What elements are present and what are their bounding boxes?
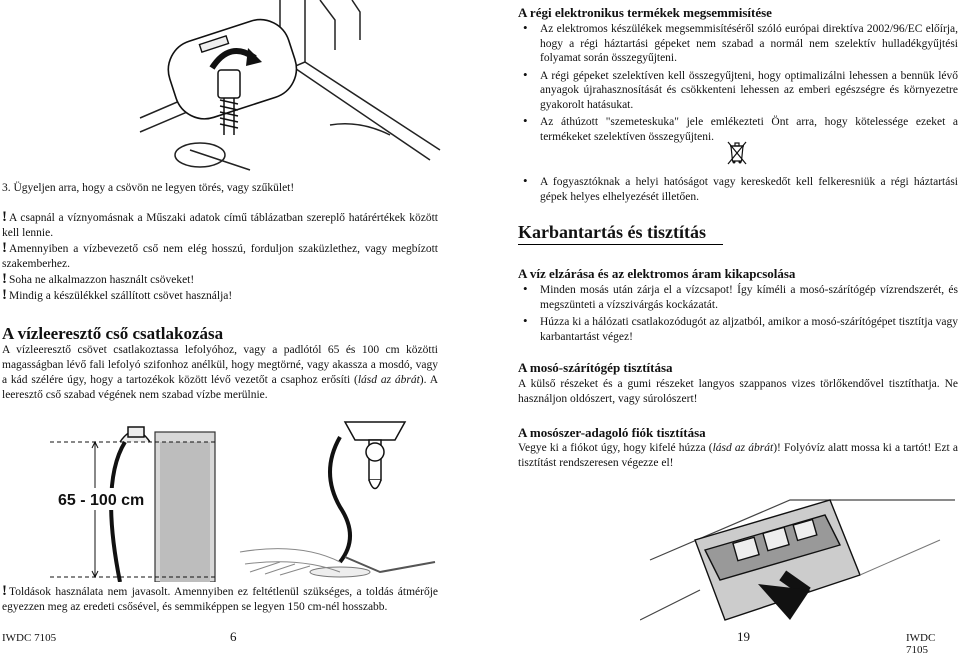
exclamation-icon: ! [2,287,7,303]
exclamation-icon: ! [2,209,7,225]
drawer-title: A mosószer-adagoló fiók tisztítása [518,425,706,440]
shutoff-list [518,283,958,347]
exclamation-icon: ! [2,240,7,256]
disposal-item: • A régi gépeket szelektíven kell összegyűjteni, hogy optimalizálni lehessen a bennük lévő anyagok újrahasznosítását és csökkenteni lehessen az emberi egészségre és környezetre gyakorolt hatásukat. [518,69,958,113]
disposal-item: • Az elektromos készülékek megsemmisítéséről szóló európai direktíva 2002/96/EC előírja, hogy a régi háztartási gépeket nem szabad a normál nem szelektív hulladékgyűjtési folyamat során összegyűjteni. [518,22,958,66]
drain-title: A vízleeresztő cső csatlakozása [2,324,224,343]
page-number-left: 6 [230,629,237,644]
detergent-drawer-illustration [640,480,960,630]
extension-note: ! Toldások használata nem javasolt. Amennyiben ez feltétlenül szükséges, a toldás átmérője egyezzen meg az eredeti csősével, és semmiképpen se legyen 150 cm-nél hosszabb. [2,583,438,613]
exclamation-icon: ! [2,583,7,599]
disposal-title: A régi elektronikus termékek megsemmisítése [518,5,772,20]
cleaning-text: A külső részeket és a gumi részeket langyos szappanos vizes törlőkendővel tisztíthatja. Ne használjon oldószert, vagy súrolószert! [518,378,958,405]
drain-text: A vízleeresztő csövet csatlakoztassa lefolyóhoz, vagy a padlótól 65 és 100 cm közötti magasságban lévő fali lefolyó szifonhoz anélkül, hogy megtörné, vagy akassza a mosdó, vagy a kád szélére úgy, hogy a tartozékok között lévő vezetőt a csaphoz erősíti (lásd az ábrát). A leeresztő cső szabad végének nem szabad vízbe merülnie. [2,344,438,401]
warning-item: ! Mindig a készülékkel szállított csövet használja! [2,287,233,303]
title-underline [518,244,723,245]
step-3: 3. Ügyeljen arra, hogy a csövön ne legyen törés, vagy szűkület! [2,182,295,194]
shutoff-item: • Minden mosás után zárja el a vízcsapot! Így kíméli a mosó-szárítógép vízrendszerét, és megszünteti a vízszivárgás kockázatát. [518,283,958,312]
shutoff-title: A víz elzárása és az elektromos áram kikapcsolása [518,266,796,281]
cleaning-title: A mosó-szárítógép tisztítása [518,360,673,375]
disposal-item: • Az áthúzott "szemeteskuka" jele emlékezteti Önt arra, hogy kötelessége ezeket a termékeket szelektíven összegyűjteni. [518,115,958,144]
footer-model-right: IWDC 7105 [906,632,936,656]
warning-list [2,211,438,305]
warning-item: ! Amennyiben a vízbevezető cső nem elég hosszú, forduljon szaküzlethez, vagy megbízott szakemberhez. [2,240,438,270]
disposal-list [518,22,958,147]
disposal-item: • A fogyasztóknak a helyi hatóságot vagy kereskedőt kell felkeresniük a régi háztartási gépek helyes elhelyezését illetően. [518,175,958,204]
warning-item: ! A csapnál a víznyomásnak a Műszaki adatok című táblázatban szereplő határértékek között kell lennie. [2,209,438,239]
maintenance-title: Karbantartás és tisztítás [518,222,706,242]
shutoff-item: • Húzza ki a hálózati csatlakozódugót az aljzatból, amikor a mosó-szárítógépet tisztítja vagy karbantartást végez! [518,315,958,344]
crossed-bin-icon [725,140,749,166]
page-number-right: 19 [737,629,750,644]
drain-height-illustration [40,412,440,582]
disposal-list-last [518,175,958,207]
height-dimension-label: 65 - 100 cm [58,492,145,509]
drawer-text: Vegye ki a fiókot úgy, hogy kifelé húzza (lásd az ábrát)! Folyóvíz alatt mossa ki a tartót! Ezt a tisztítást rendszeresen végezze el! [518,442,958,469]
exclamation-icon: ! [2,271,7,287]
footer-model-left: IWDC 7105 [2,632,57,644]
inlet-hose-illustration [130,0,450,172]
warning-item: ! Soha ne alkalmazzon használt csöveket! [2,271,195,287]
